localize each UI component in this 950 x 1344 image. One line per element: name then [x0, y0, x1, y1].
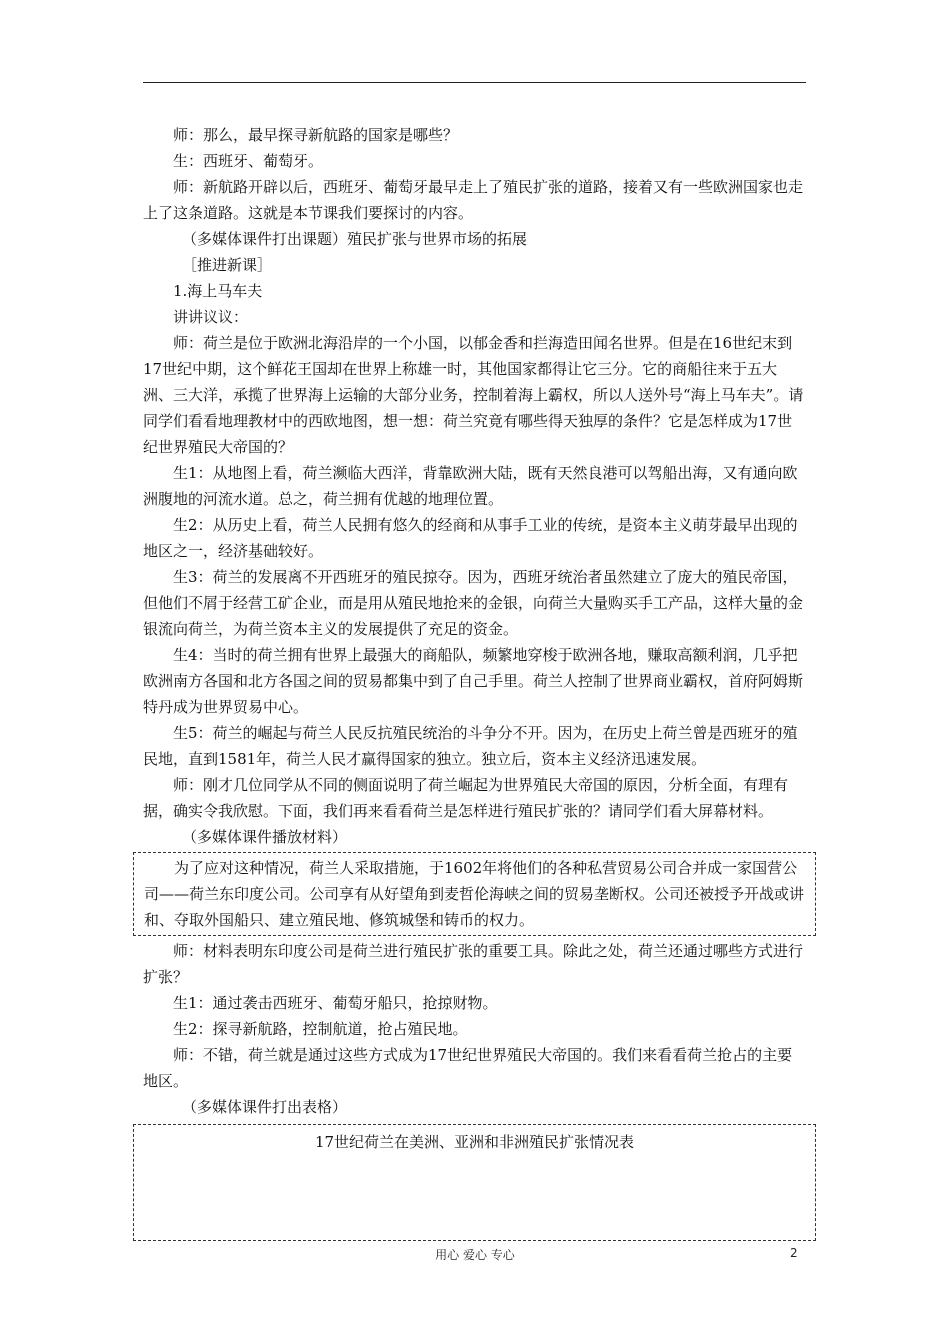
table-box — [133, 1124, 816, 1241]
dialogue-line: 生4：当时的荷兰拥有世界上最强大的商船队，频繁地穿梭于欧洲各地，赚取高额利润，几乎把欧洲南方各国和北方各国之间的贸易都集中到了自己手里。荷兰人控制了世界商业霸权，首府阿姆斯特丹成为世界贸易中心。 — [143, 646, 804, 716]
dialogue-line: 师：不错，荷兰就是通过这些方式成为17世纪世界殖民大帝国的。我们来看看荷兰抢占的主要地区。 — [143, 1046, 793, 1090]
dialogue-line: 生1：从地图上看，荷兰濒临大西洋，背靠欧洲大陆，既有天然良港可以驾船出海，又有通向欧洲腹地的河流水道。总之，荷兰拥有优越的地理位置。 — [143, 464, 798, 508]
dialogue-line: 生3：荷兰的发展离不开西班牙的殖民掠夺。因为，西班牙统治者虽然建立了庞大的殖民帝国，但他们不屑于经营工矿企业，而是用从殖民地抢来的金银，向荷兰大量购买手工产品，这样大量的金银流向荷兰，为荷兰资本主义的发展提供了充足的资金。 — [143, 568, 804, 638]
stage-direction: （多媒体课件打出表格） — [182, 1098, 348, 1116]
material-box — [133, 852, 816, 936]
stage-direction: （多媒体课件播放材料） — [182, 828, 348, 846]
stage-direction: （多媒体课件打出课题）殖民扩张与世界市场的拓展 — [182, 230, 528, 248]
dialogue-line: 师：刚才几位同学从不同的侧面说明了荷兰崛起为世界殖民大帝国的原因，分析全面，有理有据，确实令我欣慰。下面，我们再来看看荷兰是怎样进行殖民扩张的？请同学们看大屏幕材料。 — [143, 776, 789, 820]
table-caption: 17世纪荷兰在美洲、亚洲和非洲殖民扩张情况表 — [314, 1133, 635, 1151]
header-rule — [143, 82, 806, 83]
dialogue-line: 生：西班牙、葡萄牙。 — [173, 152, 324, 170]
material-text: 为了应对这种情况，荷兰人采取措施，于1602年将他们的各种私营贸易公司合并成一家国营公司——荷兰东印度公司。公司享有从好望角到麦哲伦海峡之间的贸易垄断权。公司还被授予开战或讲和、夺取外国船只、建立殖民地、修筑城堡和铸币的权力。 — [144, 859, 805, 929]
dialogue-line: 师：新航路开辟以后，西班牙、葡萄牙最早走上了殖民扩张的道路，接着又有一些欧洲国家也走上了这条道路。这就是本节课我们要探讨的内容。 — [143, 178, 804, 222]
page-number: 2 — [790, 1246, 798, 1260]
section-heading: 1.海上马车夫 — [173, 282, 263, 300]
dialogue-line: 生2：探寻新航路，控制航道，抢占殖民地。 — [173, 1020, 468, 1038]
page-body — [143, 122, 806, 1241]
activity-label: 讲讲议议： — [173, 308, 249, 326]
dialogue-line: 师：材料表明东印度公司是荷兰进行殖民扩张的重要工具。除此之处，荷兰还通过哪些方式进行扩张？ — [143, 942, 804, 986]
section-marker: ［推进新课］ — [182, 256, 273, 274]
dialogue-line: 生2：从历史上看，荷兰人民拥有悠久的经商和从事手工业的传统，是资本主义萌芽最早出现的地区之一，经济基础较好。 — [143, 516, 798, 560]
dialogue-line: 生5：荷兰的崛起与荷兰人民反抗殖民统治的斗争分不开。因为，在历史上荷兰曾是西班牙的殖民地，直到1581年，荷兰人民才赢得国家的独立。独立后，资本主义经济迅速发展。 — [143, 724, 798, 768]
dialogue-line: 生1：通过袭击西班牙、葡萄牙船只，抢掠财物。 — [173, 994, 498, 1012]
dialogue-line: 师：那么，最早探寻新航路的国家是哪些？ — [173, 126, 459, 144]
footer-text: 用心 爱心 专心 — [435, 1248, 515, 1262]
dialogue-line: 师：荷兰是位于欧洲北海沿岸的一个小国，以郁金香和拦海造田闻名世界。但是在16世纪末到17世纪中期，这个鲜花王国却在世界上称雄一时，其他国家都得让它三分。它的商船往来于五大洲、三大洋，承揽了世界海上运输的大部分业务，控制着海上霸权，所以人送外号“海上马车夫”。请同学们看看地理教材中的西欧地图，想一想：荷兰究竟有哪些得天独厚的条件？它是怎样成为17世纪世界殖民大帝国的？ — [143, 334, 804, 456]
